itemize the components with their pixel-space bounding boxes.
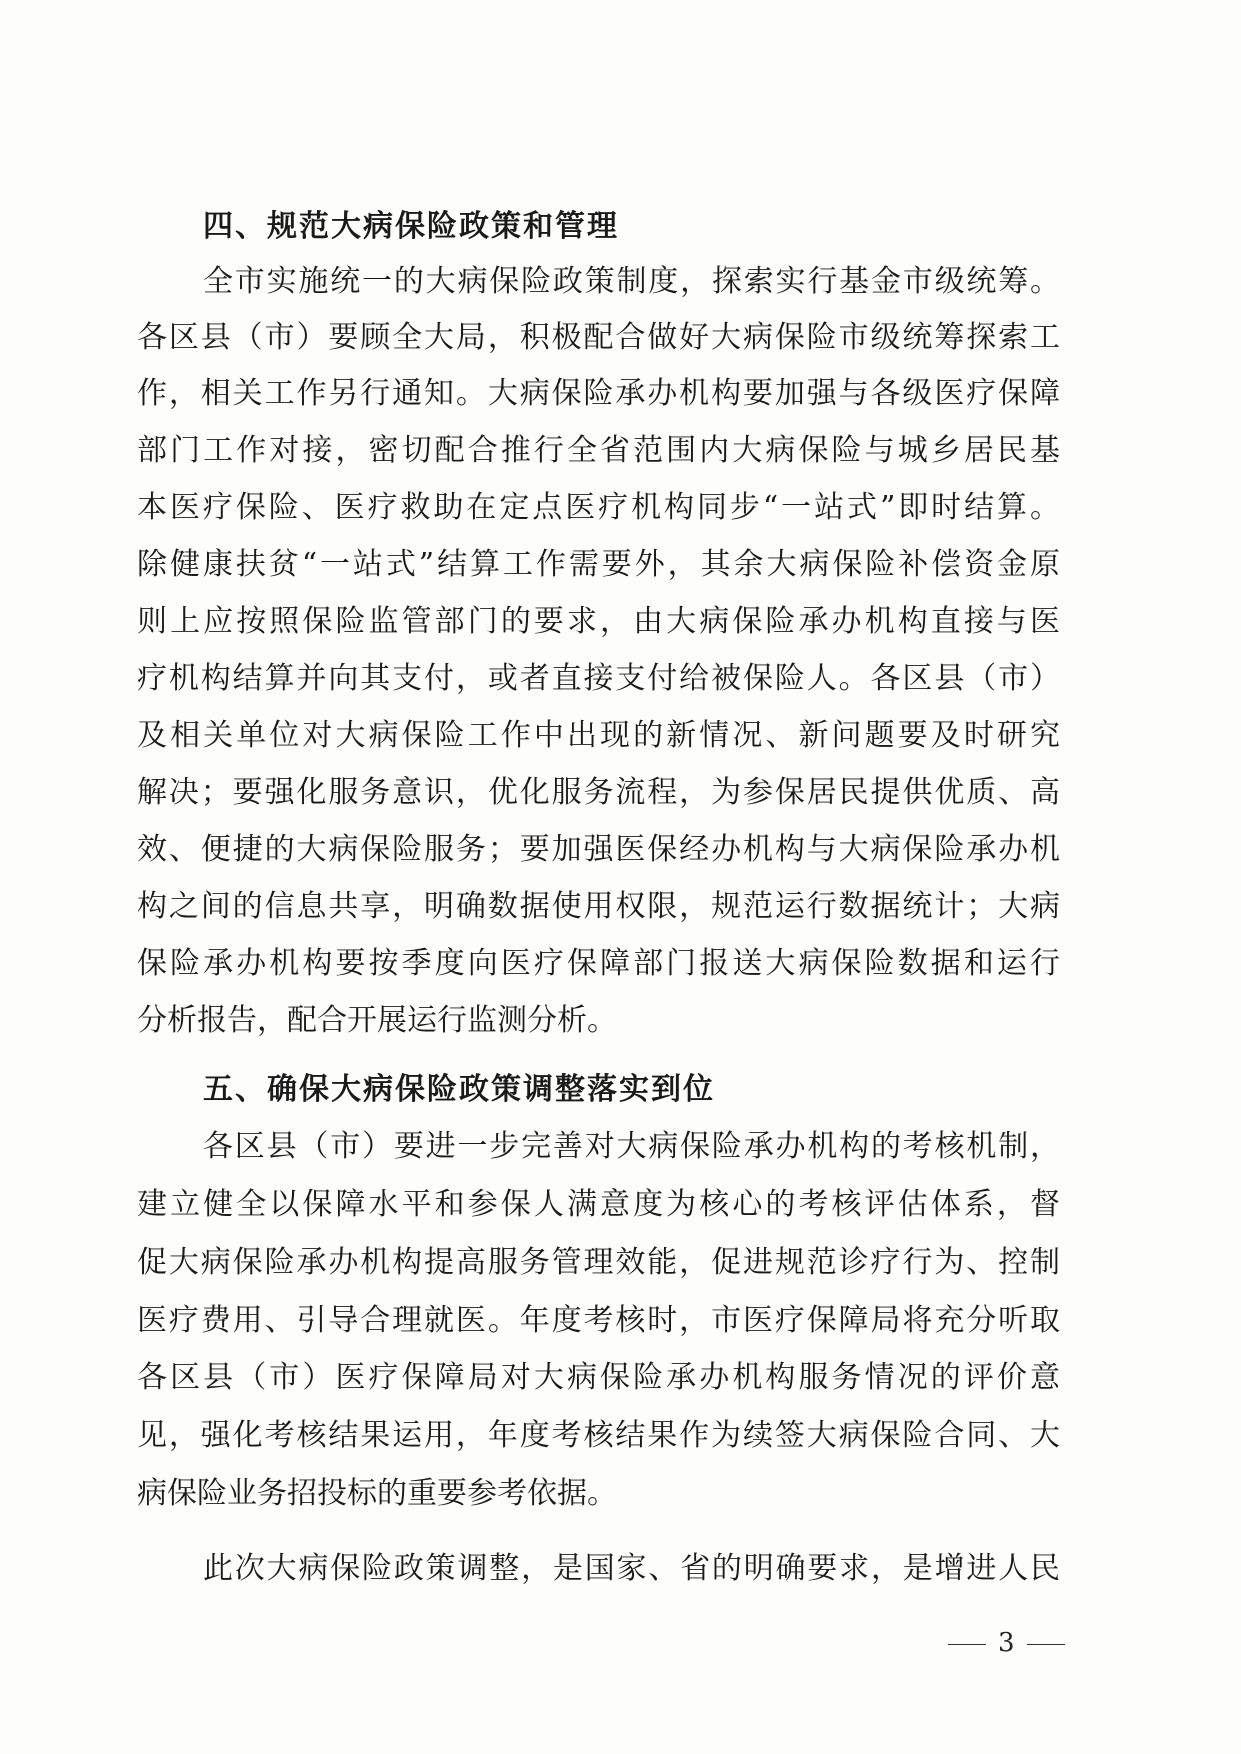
page-number-dash <box>1027 1644 1065 1645</box>
page-number-value: 3 <box>998 1628 1015 1658</box>
paragraph-line: 及相关单位对大病保险工作中出现的新情况、新问题要及时研究 <box>137 718 1060 753</box>
paragraph-line: 此次大病保险政策调整，是国家、省的明确要求，是增进人民 <box>203 1551 1060 1586</box>
paragraph-line: 则上应按照保险监管部门的要求，由大病保险承办机构直接与医 <box>137 604 1060 639</box>
paragraph-line: 各区县（市）医疗保障局对大病保险承办机构服务情况的评价意 <box>137 1360 1060 1395</box>
paragraph-line: 病保险业务招投标的重要参考依据。 <box>137 1476 617 1511</box>
paragraph-line: 解决；要强化服务意识，优化服务流程，为参保居民提供优质、高 <box>137 775 1060 810</box>
paragraph-line: 保险承办机构要按季度向医疗保障部门报送大病保险数据和运行 <box>137 946 1060 981</box>
paragraph-line: 医疗费用、引导合理就医。年度考核时，市医疗保障局将充分听取 <box>137 1303 1060 1338</box>
page-number <box>948 1628 1065 1658</box>
paragraph-line: 各区县（市）要顾全大局，积极配合做好大病保险市级统筹探索工 <box>137 320 1060 355</box>
paragraph-line: 部门工作对接，密切配合推行全省范围内大病保险与城乡居民基 <box>137 433 1060 468</box>
paragraph-line: 本医疗保险、医疗救助在定点医疗机构同步“一站式”即时结算。 <box>137 490 1060 525</box>
paragraph-line: 建立健全以保障水平和参保人满意度为核心的考核评估体系，督 <box>137 1187 1060 1222</box>
paragraph-line: 各区县（市）要进一步完善对大病保险承办机构的考核机制， <box>203 1129 1060 1164</box>
paragraph-line: 促大病保险承办机构提高服务管理效能，促进规范诊疗行为、控制 <box>137 1245 1060 1280</box>
paragraph-line: 效、便捷的大病保险服务；要加强医保经办机构与大病保险承办机 <box>137 832 1060 867</box>
paragraph-line: 见，强化考核结果运用，年度考核结果作为续签大病保险合同、大 <box>137 1418 1060 1453</box>
paragraph-line: 全市实施统一的大病保险政策制度，探索实行基金市级统筹。 <box>203 264 1060 299</box>
paragraph-line: 构之间的信息共享，明确数据使用权限，规范运行数据统计；大病 <box>137 889 1060 924</box>
paragraph-line: 分析报告，配合开展运行监测分析。 <box>137 1003 617 1038</box>
section-5-heading: 五、确保大病保险政策调整落实到位 <box>203 1072 715 1107</box>
page-number-dash <box>948 1644 986 1645</box>
section-4-heading: 四、规范大病保险政策和管理 <box>203 209 619 244</box>
paragraph-line: 除健康扶贫“一站式”结算工作需要外，其余大病保险补偿资金原 <box>137 547 1060 582</box>
paragraph-line: 作，相关工作另行通知。大病保险承办机构要加强与各级医疗保障 <box>137 376 1060 411</box>
paragraph-line: 疗机构结算并向其支付，或者直接支付给被保险人。各区县（市） <box>137 661 1060 696</box>
